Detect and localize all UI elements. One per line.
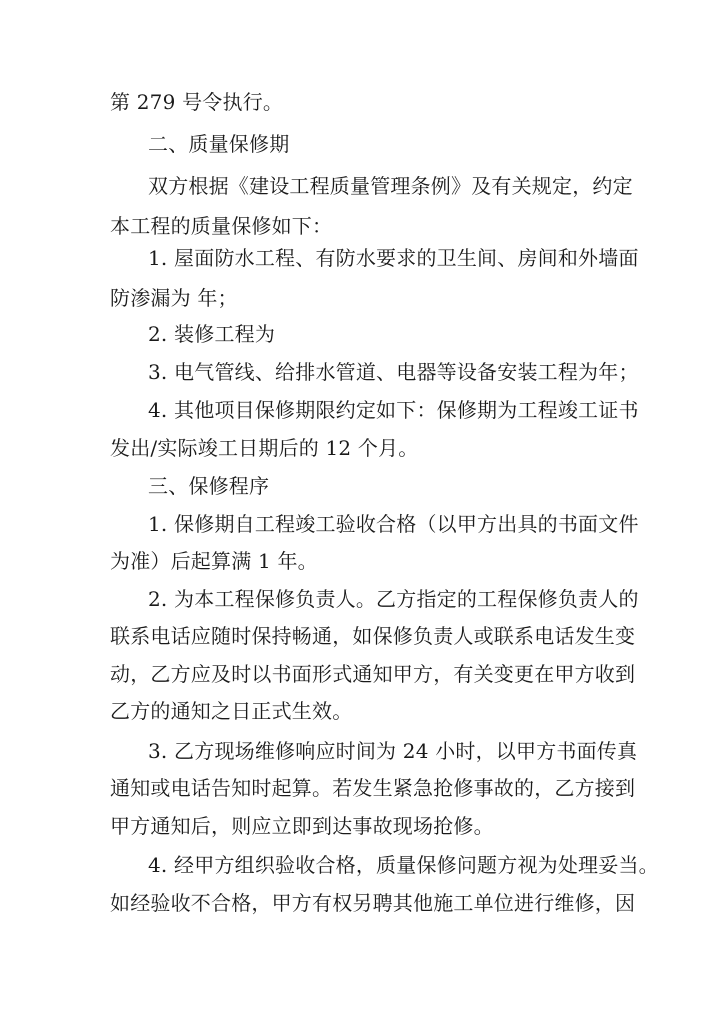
text-line: 乙方的通知之日正式生效。	[110, 699, 353, 723]
text-line: 动，乙方应及时以书面形式通知甲方，有关变更在甲方收到	[110, 662, 636, 686]
text-line: 如经验收不合格，甲方有权另聘其他施工单位进行维修，因	[110, 891, 636, 915]
text-line: 2. 为本工程保修负责人。乙方指定的工程保修负责人的	[148, 587, 639, 611]
text-line: 3. 乙方现场维修响应时间为 24 小时，以甲方书面传真	[148, 739, 638, 763]
text-line: 防渗漏为 年；	[110, 286, 238, 310]
text-line: 通知或电话告知时起算。若发生紧急抢修事故的，乙方接到	[110, 776, 636, 800]
text-line: 4. 经甲方组织验收合格，质量保修问题方视为处理妥当。	[148, 853, 659, 877]
text-line: 4. 其他项目保修期限约定如下：保修期为工程竣工证书	[148, 398, 639, 422]
text-line: 双方根据《建设工程质量管理条例》及有关规定，约定	[148, 174, 633, 198]
text-line: 1. 屋面防水工程、有防水要求的卫生间、房间和外墙面	[148, 246, 639, 270]
text-line: 为准）后起算满 1 年。	[110, 549, 318, 573]
text-line: 发出/实际竣工日期后的 12 个月。	[110, 436, 419, 460]
text-line: 2. 装修工程为	[148, 322, 276, 346]
text-line: 本工程的质量保修如下：	[110, 214, 333, 238]
text-line: 甲方通知后，则应立即到达事故现场抢修。	[110, 814, 494, 838]
text-line: 1. 保修期自工程竣工验收合格（以甲方出具的书面文件	[148, 512, 639, 536]
text-line: 3. 电气管线、给排水管道、电器等设备安装工程为年；	[148, 360, 639, 384]
text-line: 第 279 号令执行。	[110, 90, 284, 114]
section-heading: 三、保修程序	[148, 474, 270, 498]
text-line: 联系电话应随时保持畅通，如保修负责人或联系电话发生变	[110, 624, 636, 648]
section-heading: 二、质量保修期	[148, 132, 290, 156]
